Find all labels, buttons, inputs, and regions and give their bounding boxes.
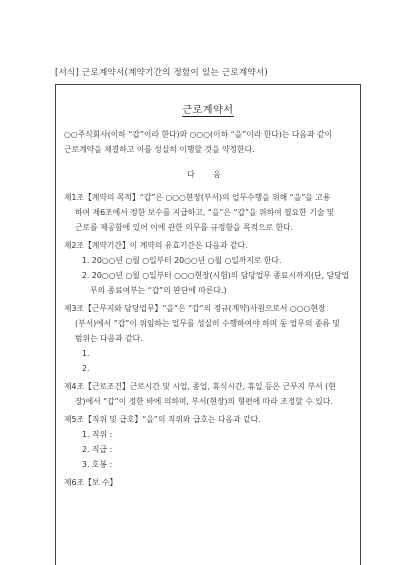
article-3-item: 1.: [82, 349, 90, 358]
article-5-item: 1. 직위 :: [82, 430, 113, 439]
article-3-item: 2.: [82, 364, 90, 373]
document-title: 근로계약서: [182, 105, 234, 116]
article-1-line: 제1조【계약의 목적】“갑”은 ○○○현장(부서)의 업무수행을 위해 “을”을 고용: [64, 193, 331, 202]
document-title-wrap: [56, 98, 360, 117]
article-2-line: 제2조【계약기간】이 계약의 유효기간은 다음과 같다.: [64, 241, 248, 250]
article-1-line: 하여 제6조에서 정한 보수를 지급하고, “을”은 “갑”을 위하여 필요한 기술 및: [75, 208, 335, 217]
article-6-line: 제6조【보 수】: [64, 478, 118, 487]
article-5-line: 제5조【직위 및 급호】“을”의 직위와 급호는 다음과 같다.: [64, 415, 261, 424]
article-2-item: 1. 20○○년 ○월 ○일부터 20○○년 ○월 ○일까지로 한다.: [82, 256, 282, 265]
article-4-line: 장)에서 “갑”이 정한 바에 의하며, 부서(현장)의 형편에 따라 조정할 수 있다.: [75, 397, 333, 406]
section-heading: 다 음: [187, 170, 229, 179]
article-3-line: 범위는 다음과 같다.: [75, 334, 143, 343]
contract-body: [64, 127, 352, 490]
article-5-item: 3. 호봉 :: [82, 460, 113, 469]
intro-line: ○○주식회사(이하 “갑”이라 한다)와 ○○○(이하 “을”이라 한다)는 다음과 같이: [64, 130, 332, 139]
article-3-line: (부서)에서 “갑”이 위임하는 업무를 성실히 수행하여야 하며 동 업무의 종류 및: [75, 319, 340, 328]
article-4-line: 제4조【근로조건】근로시간 및 시업, 종업, 휴식시간, 휴일 등은 근무지 부서 (현: [64, 382, 336, 391]
article-2-item: 무의 종료여부는 “갑”의 판단에 따른다.): [90, 286, 227, 295]
intro-line: 근로계약을 체결하고 이를 성실히 이행할 것을 약정한다.: [64, 145, 255, 154]
article-1-line: 근로를 제공함에 있어 이에 관한 의무를 규정함을 목적으로 한다.: [75, 223, 294, 232]
contract-frame: [55, 84, 361, 565]
article-2-item: 2. 20○○년 ○월 ○일부터 ○○○현장(시험)의 담당업무 종료시까지(단, 담당업: [82, 271, 350, 280]
article-3-line: 제3조【근무지와 담당업무】“을”은 “갑”의 정규(계약)사원으로서 ○○○현장: [64, 304, 326, 313]
article-5-item: 2. 직급 :: [82, 445, 113, 454]
form-caption: [서식] 근로계약서(계약기간의 정함이 있는 근로계약서): [55, 68, 268, 78]
